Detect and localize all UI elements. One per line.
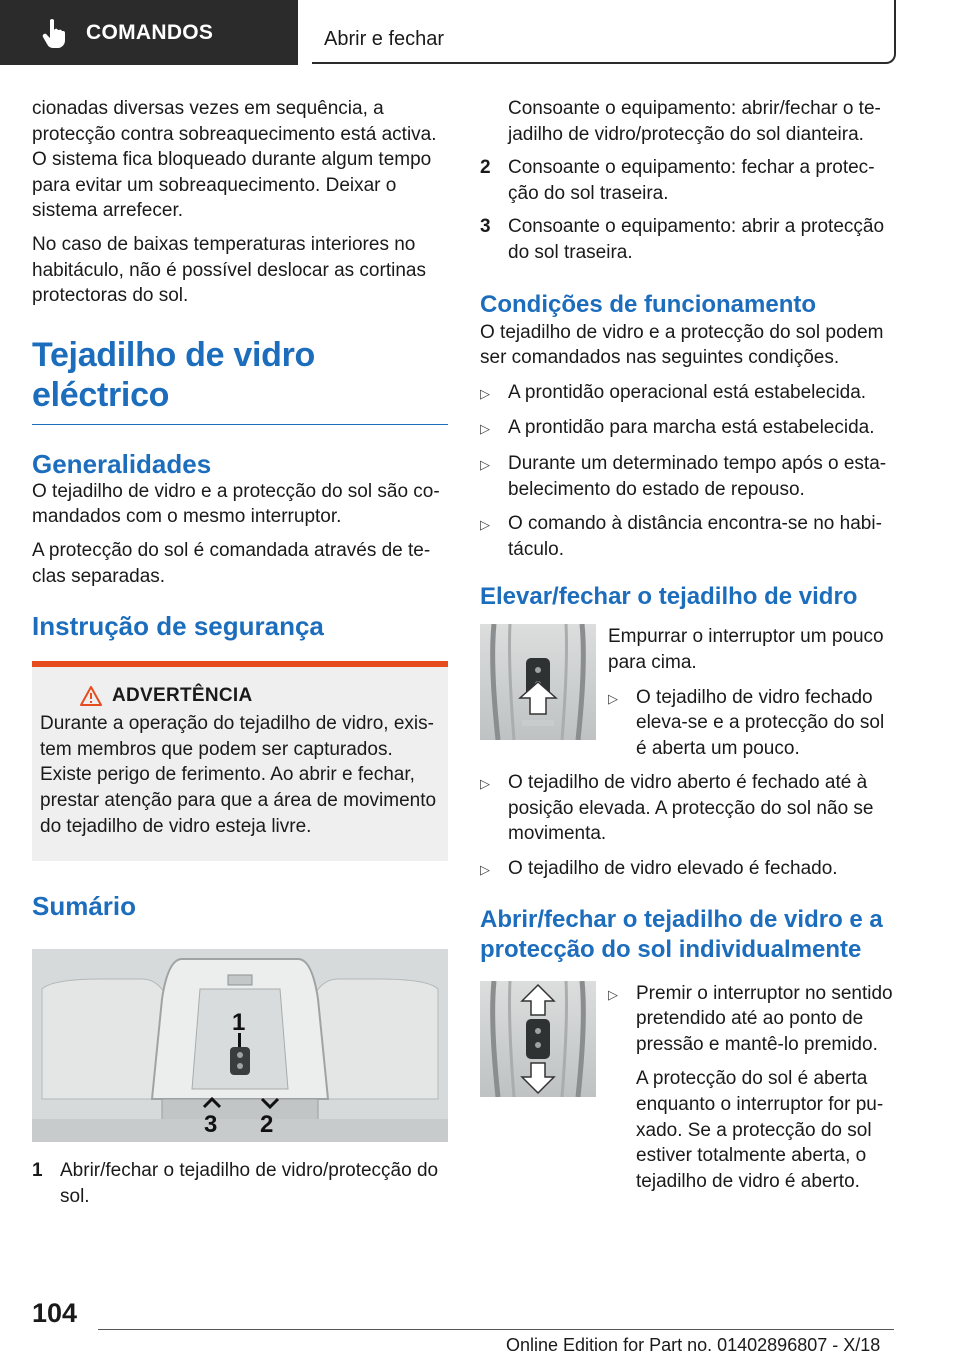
warning-title-row xyxy=(80,685,440,707)
item-text: Consoante o equipamento: abrir a protecção do sol traseira. xyxy=(508,216,885,263)
bullet-triangle-icon: ▷ xyxy=(480,456,490,472)
section-heading-individual: Abrir/fechar o tejadilho de vidro e a protecção do sol individualmente xyxy=(480,905,883,963)
bullet-item: ▷ O tejadilho de vidro elevado é fechado. xyxy=(480,856,896,883)
switch-updown-illustration xyxy=(480,981,596,1097)
list-item xyxy=(32,1158,448,1209)
list-item xyxy=(480,214,896,265)
footer-divider xyxy=(98,1329,894,1330)
section-tab xyxy=(0,0,298,65)
list-item-continued xyxy=(480,96,896,147)
individual-text-block xyxy=(608,981,896,1195)
bullet-item: ▷ A prontidão operacional está estabelecida. xyxy=(480,380,896,407)
bullet-item: ▷ O tejadilho de vidro fechado eleva-se e a protecção do sol é aberta um pouco. xyxy=(608,685,896,762)
indented-paragraph: A protecção do sol é aberta enquanto o interruptor for puxado. Se a protecção do sol estiver totalmente aberta, o tejadilho de vidro é aberto. xyxy=(636,1068,884,1192)
section-heading-summary: Sumário xyxy=(32,891,137,922)
raise-text-block xyxy=(608,624,896,761)
roof-console-image xyxy=(32,949,448,1142)
callout-label-1: 1 xyxy=(232,1009,246,1037)
bullet-triangle-icon: ▷ xyxy=(480,517,490,533)
item-number: 3 xyxy=(480,216,491,238)
bullet-triangle-icon: ▷ xyxy=(480,862,490,878)
bullet-triangle-icon: ▷ xyxy=(480,776,490,792)
bullet-triangle-icon: ▷ xyxy=(608,986,618,1002)
section-name: COMANDOS xyxy=(86,20,214,44)
item-text: Consoante o equipamento: abrir/fechar o tejadilho de vidro/protecção do sol dianteira. xyxy=(508,98,881,145)
paragraph: O tejadilho de vidro e a protecção do sol são comandados com o mesmo interruptor. xyxy=(32,480,440,528)
bullet-triangle-icon: ▷ xyxy=(480,421,490,437)
section-heading-safety: Instrução de segurança xyxy=(32,611,324,642)
paragraph: A protecção do sol é comandada através de teclas separadas. xyxy=(32,539,431,587)
left-column xyxy=(32,96,448,1209)
bullet-item: ▷ O comando à distância encontra-se no habitáculo. xyxy=(480,511,896,562)
bullet-item: ▷ Durante um determinado tempo após o estabelecimento do estado de repouso. xyxy=(480,451,896,502)
section-heading-general: Generalidades xyxy=(32,448,212,479)
page-number: 104 xyxy=(32,1298,78,1328)
chapter-heading: Tejadilho de vidro eléctrico xyxy=(32,335,316,414)
chapter-heading-wrap xyxy=(32,335,448,425)
item-text: Consoante o equipamento: fechar a protecção do sol traseira. xyxy=(508,157,875,204)
warning-title: ADVERTÊNCIA xyxy=(112,685,253,707)
edition-text: Online Edition for Part no. 01402896807 - X/18 xyxy=(506,1335,881,1355)
warning-box xyxy=(32,661,448,861)
bullet-triangle-icon: ▷ xyxy=(480,385,490,401)
list-item xyxy=(480,155,896,206)
bullet-item: ▷ A prontidão para marcha está estabelecida. xyxy=(480,415,896,442)
bullet-triangle-icon: ▷ xyxy=(608,690,618,706)
right-column xyxy=(480,96,896,1194)
paragraph: cionadas diversas vezes em sequência, a protecção contra sobreaquecimento está activa. O sistema fica bloqueado durante algum tempo para evitar um sobreaquecimento. Deixar o sistema arrefecer. xyxy=(32,98,437,222)
paragraph: Empurrar o interruptor um pouco para cima. xyxy=(608,626,884,673)
section-heading-conditions: Condições de funcionamento xyxy=(480,290,817,318)
bullet-item: ▷ Premir o interruptor no sentido pretendido até ao ponto de pressão e mantê-lo premido. xyxy=(608,981,896,1058)
raise-instruction xyxy=(480,624,896,761)
callout-label-3: 3 xyxy=(204,1111,218,1139)
callout-label-2: 2 xyxy=(260,1111,274,1139)
warning-text: Durante a operação do tejadilho de vidro, existem membros que podem ser capturados. Existe perigo de ferimento. Ao abrir e fechar, prestar atenção para que a área de movimento do tejadilho de vidro esteja livre. xyxy=(40,713,437,837)
item-number: 1 xyxy=(32,1160,43,1182)
individual-instruction xyxy=(480,981,896,1195)
hand-touch-icon xyxy=(42,18,68,48)
warning-triangle-icon xyxy=(80,686,102,706)
footer-text xyxy=(506,1335,880,1356)
item-number: 2 xyxy=(480,157,491,179)
section-heading-raise: Elevar/fechar o tejadilho de vidro xyxy=(480,583,858,611)
item-text: Abrir/fechar o tejadilho de vidro/protecção do sol. xyxy=(60,1160,439,1207)
paragraph: O tejadilho de vidro e a protecção do sol podem ser comandados nas seguintes condições. xyxy=(480,321,884,369)
roof-console-illustration xyxy=(32,949,448,1142)
paragraph: No caso de baixas temperaturas interiores no habitáculo, não é possível deslocar as cortinas protectoras do sol. xyxy=(32,233,426,307)
switch-up-image xyxy=(480,624,596,740)
page-header xyxy=(312,0,896,64)
switch-updown-image xyxy=(480,981,596,1097)
chapter-title: Abrir e fechar xyxy=(324,28,445,50)
switch-up-illustration xyxy=(480,624,596,740)
bullet-item: ▷ O tejadilho de vidro aberto é fechado até à posição elevada. A protecção do sol não se movimenta. xyxy=(480,770,896,847)
